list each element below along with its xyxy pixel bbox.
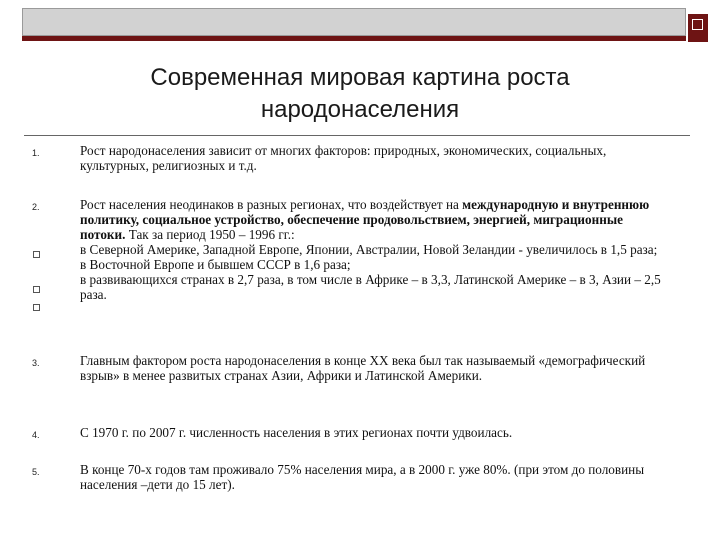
slide-header-bar	[22, 8, 686, 36]
square-bullet-icon	[33, 304, 40, 311]
list-item-5: В конце 70-х годов там проживало 75% населения мира, а в 2000 г. уже 80%. (при этом до половины населения –дети до 15 лет).	[80, 462, 645, 492]
list-item-1: Рост народонаселения зависит от многих факторов: природных, экономических, социальных, культурных, религиозных и т.д.	[80, 143, 607, 173]
subitem-3: в развивающихся странах в 2,7 раза, в том числе в Африке – в 3,3, Латинской Америке – в 3, Азии – 2,5 раза.	[80, 272, 661, 302]
item-marker-2: 2.	[32, 202, 40, 212]
item-2-bold: международную и внутреннюю политику, социальное устройство, обеспечение продовольствием, энергией, миграционные потоки.	[80, 197, 650, 242]
list-item-2	[80, 197, 670, 302]
list-item-4: С 1970 г. по 2007 г. численность населения в этих регионах почти удвоилась.	[80, 425, 513, 440]
square-bullet-icon	[33, 286, 40, 293]
slide-header-accent-line	[22, 36, 686, 41]
title-line-1: Современная мировая картина роста	[150, 64, 570, 91]
square-bullet-icon	[33, 251, 40, 258]
subitem-1: в Северной Америке, Западной Европе, Японии, Австралии, Новой Зеландии - увеличилось в 1,5 раза;	[80, 242, 658, 257]
item-marker-1: 1.	[32, 148, 40, 158]
item-marker-5: 5.	[32, 467, 40, 477]
item-marker-4: 4.	[32, 430, 40, 440]
item-marker-3: 3.	[32, 358, 40, 368]
list-item-3: Главным фактором роста народонаселения в конце XX века был так называемый «демографический взрыв» в менее развитых странах Азии, Африки и Латинской Америки.	[80, 353, 646, 383]
item-2-text-b: Так за период 1950 – 1996 гг.:	[125, 227, 295, 242]
title-line-2: народонаселения	[260, 96, 460, 123]
page-title	[60, 62, 660, 126]
corner-square-icon	[688, 14, 708, 42]
subitem-2: в Восточной Европе и бывшем СССР в 1,6 раза;	[80, 257, 351, 272]
item-2-text-a: Рост населения неодинаков в разных регионах, что воздействует на	[80, 197, 463, 212]
title-divider	[24, 135, 690, 136]
